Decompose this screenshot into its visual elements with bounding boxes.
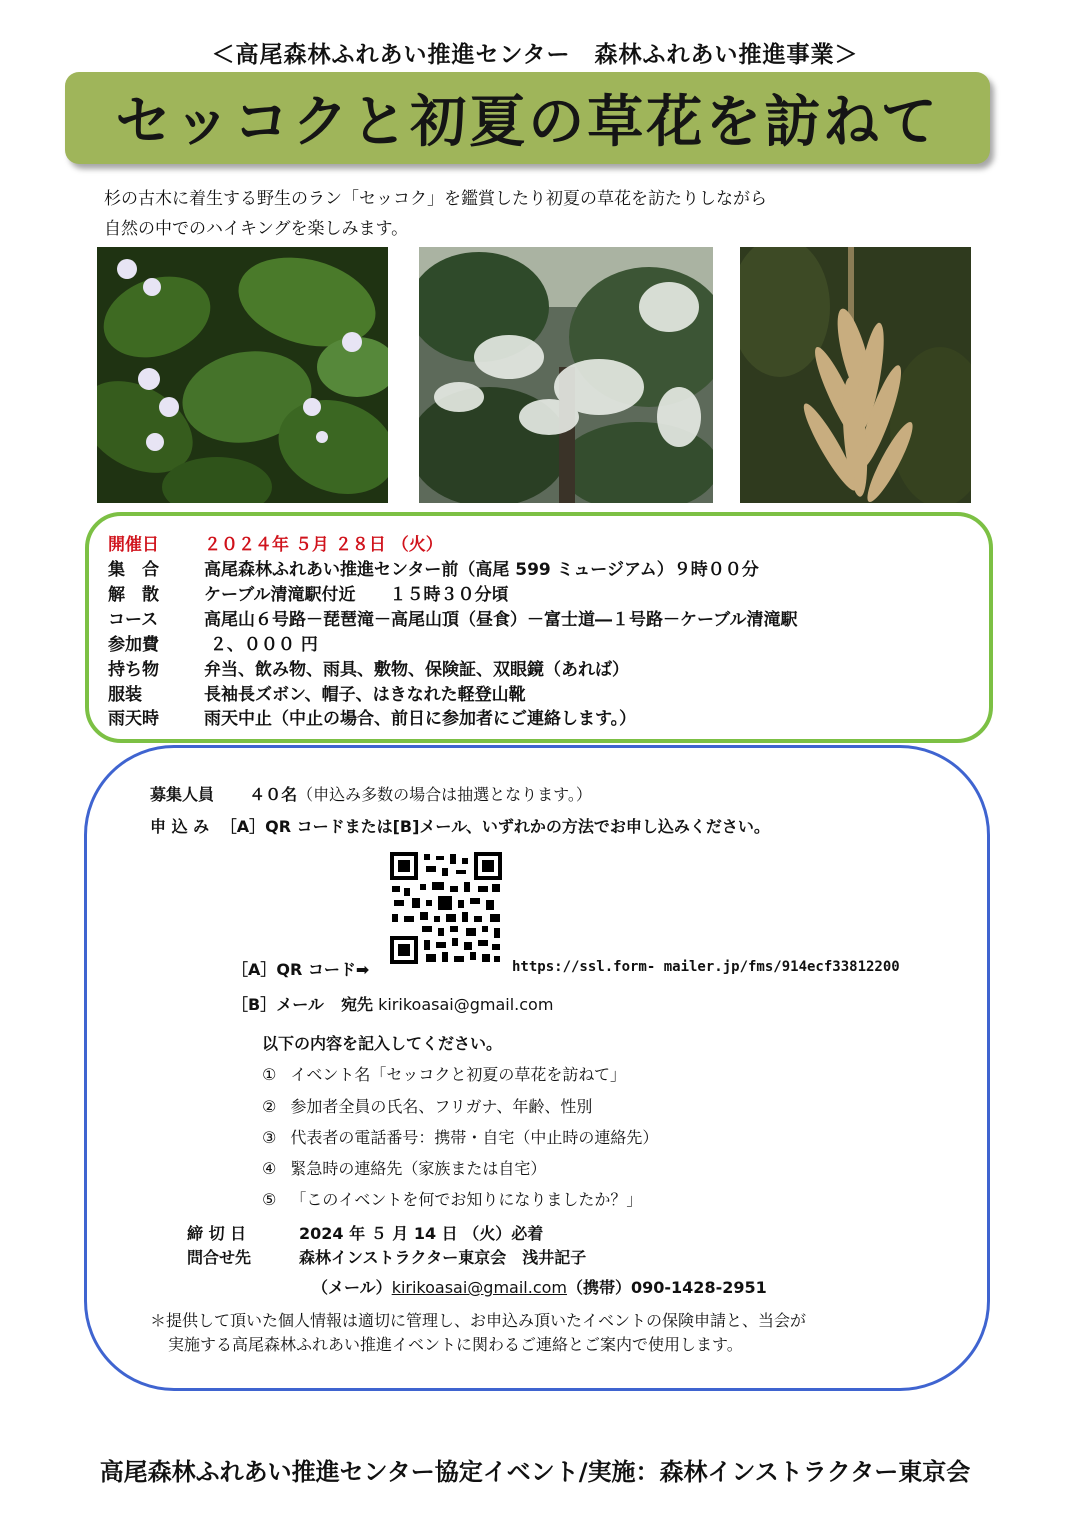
- contact-phone: （携帯）090-1428-2951: [567, 1278, 767, 1297]
- contact-detail-row: [312, 1275, 767, 1298]
- detail-row-rain: [108, 704, 636, 729]
- detail-row-belongings: [108, 655, 629, 680]
- detail-label: 解 散: [108, 585, 159, 605]
- item-number: ①: [262, 1065, 277, 1084]
- detail-row-clothing: [108, 680, 526, 705]
- instruction-item: [262, 1062, 626, 1085]
- qr-label: ［A］QR コード: [232, 960, 356, 979]
- detail-value: ケーブル清滝駅付近 １５時３０分頃: [204, 585, 509, 605]
- item-text: 代表者の電話番号：携帯・自宅（中止時の連絡先）: [290, 1128, 659, 1147]
- intro-line-2: 自然の中でのハイキングを楽しみます。: [104, 219, 409, 239]
- deadline-value: 2024 年 ５ 月 14 日 （火）必着: [299, 1224, 544, 1243]
- detail-row-fee: [108, 630, 318, 655]
- item-number: ③: [262, 1128, 277, 1147]
- privacy-note-line-1: ＊提供して頂いた個人情報は適切に管理し、お申込み頂いたイベントの保険申請と、当会が: [150, 1311, 807, 1330]
- intro-line-1: 杉の古木に着生する野生のラン「セッコク」を鑑賞したり初夏の草花を訪たりしながら: [104, 189, 767, 209]
- detail-value: ２、０００ 円: [204, 635, 318, 655]
- item-text: 緊急時の連絡先（家族または自宅）: [290, 1159, 547, 1178]
- item-number: ⑤: [262, 1190, 277, 1209]
- detail-label: 服装: [108, 685, 142, 705]
- capacity-row: [150, 782, 592, 805]
- method-text: ［A］QR コードまたは[B]メール、いずれかの方法でお申し込みください。: [220, 817, 770, 836]
- contact-row: [187, 1245, 586, 1268]
- supertitle: ＜高尾森林ふれあい推進センター 森林ふれあい推進事業＞: [211, 42, 859, 68]
- detail-value: 長袖長ズボン、帽子、はきなれた軽登山靴: [204, 685, 526, 705]
- instruction-item: [262, 1187, 642, 1210]
- tree-blossom-photo: [419, 247, 713, 503]
- detail-value: 弁当、飲み物、雨具、敷物、保険証、双眼鏡（あれば）: [204, 660, 629, 680]
- detail-label: 参加費: [108, 635, 159, 655]
- capacity-label: 募集人員: [150, 785, 215, 804]
- detail-label: 雨天時: [108, 709, 159, 729]
- deadline-row: [187, 1221, 543, 1244]
- detail-label: 持ち物: [108, 660, 159, 680]
- arrow-right-icon: ➡: [355, 960, 370, 979]
- contact-mail-label: （メール）: [312, 1278, 392, 1297]
- mail-address[interactable]: kirikoasai@gmail.com: [378, 995, 554, 1014]
- detail-row-course: [108, 605, 797, 630]
- contact-mail-link[interactable]: kirikoasai@gmail.com: [391, 1278, 567, 1297]
- detail-row-dismissal: [108, 580, 508, 605]
- instruction-item: [262, 1125, 658, 1148]
- mail-to-label: 宛先: [340, 995, 373, 1014]
- orchid-flower-photo: [740, 247, 971, 503]
- detail-value: 雨天中止（中止の場合、前日に参加者にご連絡します。）: [204, 709, 637, 729]
- item-text: 「このイベントを何でお知りになりましたか？」: [290, 1190, 643, 1209]
- item-number: ④: [262, 1159, 277, 1178]
- contact-value: 森林インストラクター東京会 浅井記子: [299, 1248, 587, 1267]
- white-flower-photo: [97, 247, 388, 503]
- method-row: [150, 814, 770, 837]
- instruction-item: [262, 1094, 592, 1117]
- contact-label: 問合せ先: [187, 1248, 252, 1267]
- item-text: 参加者全員の氏名、フリガナ、年齢、性別: [290, 1097, 593, 1116]
- footer-organizer: 高尾森林ふれあい推進センター協定イベント/実施：森林インストラクター東京会: [99, 1458, 971, 1486]
- detail-label: コース: [108, 610, 159, 630]
- date-row: [108, 530, 443, 555]
- item-text: イベント名「セッコクと初夏の草花を訪ねて」: [290, 1065, 626, 1084]
- capacity-value: ４０名: [249, 785, 298, 804]
- date-label: 開催日: [108, 535, 159, 555]
- instruction-item: [262, 1156, 546, 1179]
- page-title: セッコクと初夏の草花を訪ねて: [115, 90, 940, 155]
- qr-label-row: [232, 957, 369, 980]
- deadline-label: 締 切 日: [187, 1224, 247, 1243]
- privacy-note-line-2: 実施する高尾森林ふれあい推進イベントに関わるご連絡とご案内で使用します。: [168, 1335, 743, 1354]
- capacity-note: （申込み多数の場合は抽選となります。）: [297, 785, 592, 804]
- detail-label: 集 合: [108, 560, 159, 580]
- instructions-title: 以下の内容を記入してください。: [262, 1034, 503, 1053]
- detail-value: 高尾山６号路－琵琶滝－高尾山頂（昼食）－富士道―１号路－ケーブル清滝駅: [204, 610, 798, 630]
- mail-label: ［B］メール: [232, 995, 324, 1014]
- qr-code[interactable]: [390, 852, 502, 964]
- date-value: ２０２４年 ５月 ２８日 （火）: [204, 535, 443, 555]
- item-number: ②: [262, 1097, 277, 1116]
- method-label: 申 込 み: [150, 817, 210, 836]
- qr-url[interactable]: https://ssl.form- mailer.jp/fms/914ecf33812200: [512, 959, 900, 975]
- mail-row: [232, 992, 553, 1015]
- title-banner: [65, 72, 990, 164]
- detail-row-meeting: [108, 555, 759, 580]
- detail-value: 高尾森林ふれあい推進センター前（高尾 599 ミュージアム）９時００分: [204, 560, 759, 580]
